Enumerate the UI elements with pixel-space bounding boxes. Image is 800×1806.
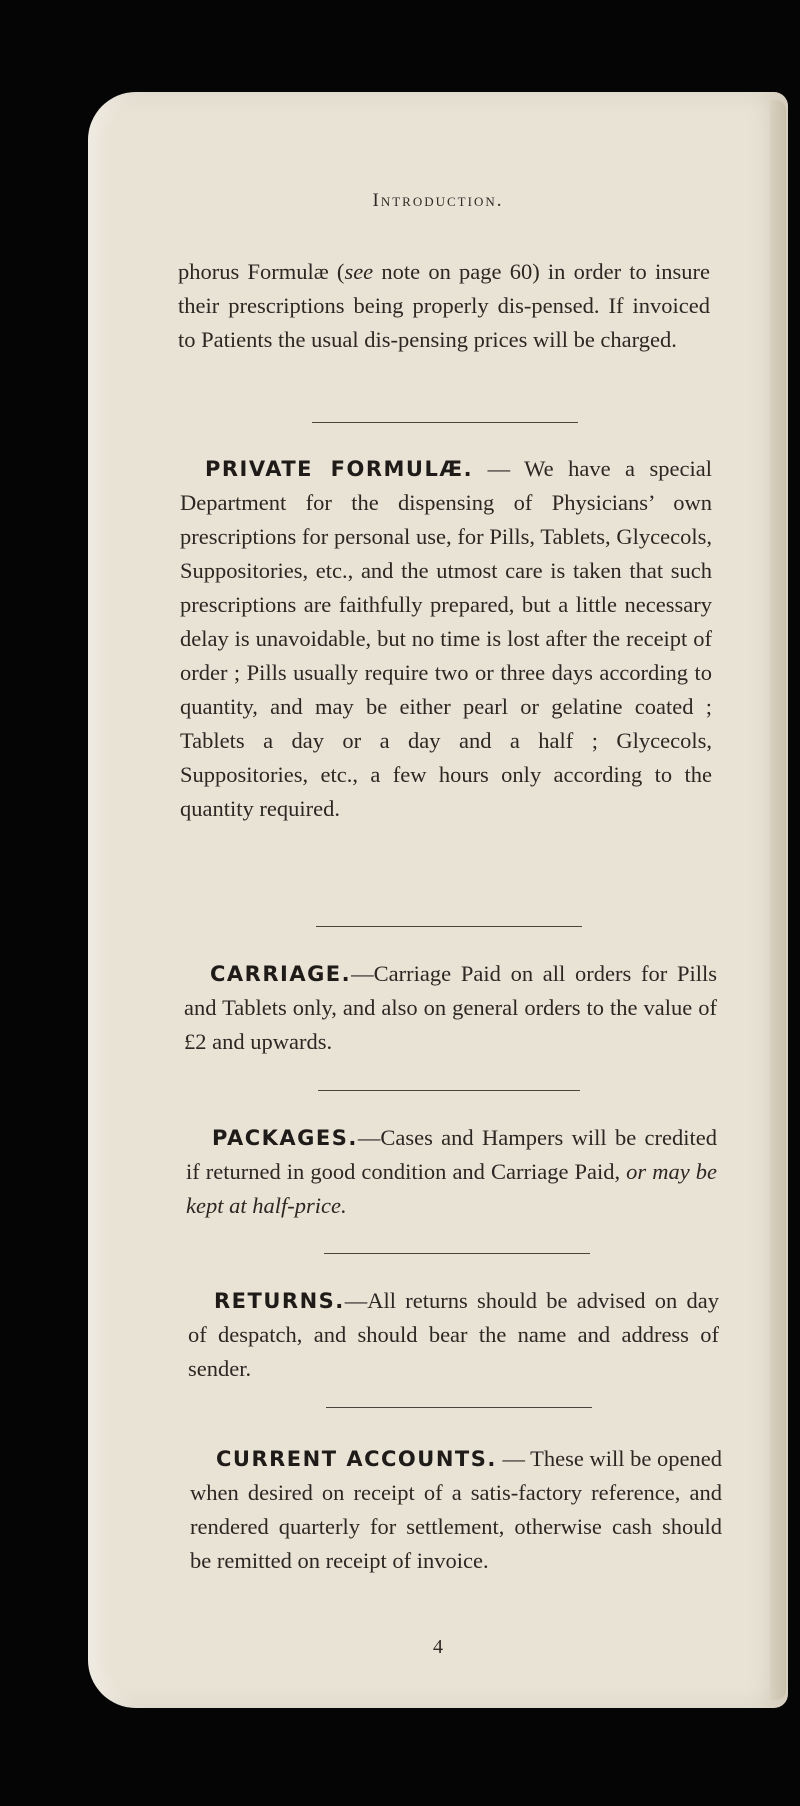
returns-heading: RETURNS.: [214, 1289, 345, 1313]
paragraph-returns: [188, 1284, 719, 1386]
current-accounts-body: — These will be opened when desired on receipt of a satis-factory reference, and rendered quarterly for settlement, otherwise cash should be remitted on receipt of invoice.: [190, 1446, 722, 1573]
see-italic: see: [344, 259, 374, 284]
section-rule-4: [324, 1253, 590, 1254]
paragraph-carriage: [184, 957, 717, 1059]
returns-body: —All returns should be advised on day of despatch, and should bear the name and address of sender.: [188, 1288, 719, 1381]
carriage-heading: CARRIAGE.: [210, 962, 352, 986]
section-rule-5: [326, 1407, 592, 1408]
paragraph-private-formulae: [180, 452, 712, 826]
running-head: Introduction.: [372, 190, 504, 211]
section-rule-2: [316, 926, 582, 927]
paragraph-phosphorus-post: note on page 60) in order to insure their prescriptions being properly dis-pensed. If invoiced to Patients the usual dis-pensing prices will be charged.: [178, 259, 710, 352]
paragraph-current-accounts: [190, 1442, 722, 1578]
carriage-body: —Carriage Paid on all orders for Pills and Tablets only, and also on general orders to the value of £2 and upwards.: [184, 961, 717, 1054]
page-number: 4: [433, 1636, 443, 1658]
section-rule-3: [318, 1090, 580, 1091]
page-edge: [770, 100, 786, 1700]
packages-italic: or may be kept at half-price.: [186, 1159, 717, 1218]
paragraph-phosphorus-pre: phorus Formulæ (: [178, 259, 345, 284]
private-formulae-heading: PRIVATE FORMULÆ.: [205, 457, 474, 481]
paragraph-packages: [186, 1121, 717, 1223]
current-accounts-heading: CURRENT ACCOUNTS.: [216, 1447, 497, 1471]
private-formulae-body: — We have a special Department for the dispensing of Physicians’ own prescriptions for personal use, for Pills, Tablets, Glycecols, Suppositories, etc., and the utmost care is taken that such prescriptions are faithfully prepared, but a little necessary delay is unavoidable, but no time is lost after the receipt of order ; Pills usually require two or three days according to quantity, and may be either pearl or gelatine coated ; Tablets a day or a day and a half ; Glycecols, Suppositories, etc., a few hours only according to the quantity required.: [180, 456, 712, 821]
packages-heading: PACKAGES.: [212, 1126, 358, 1150]
section-rule-1: [312, 422, 578, 423]
packages-body: —Cases and Hampers will be credited if returned in good condition and Carriage Paid,: [186, 1125, 717, 1184]
paragraph-phosphorus: [178, 255, 710, 357]
